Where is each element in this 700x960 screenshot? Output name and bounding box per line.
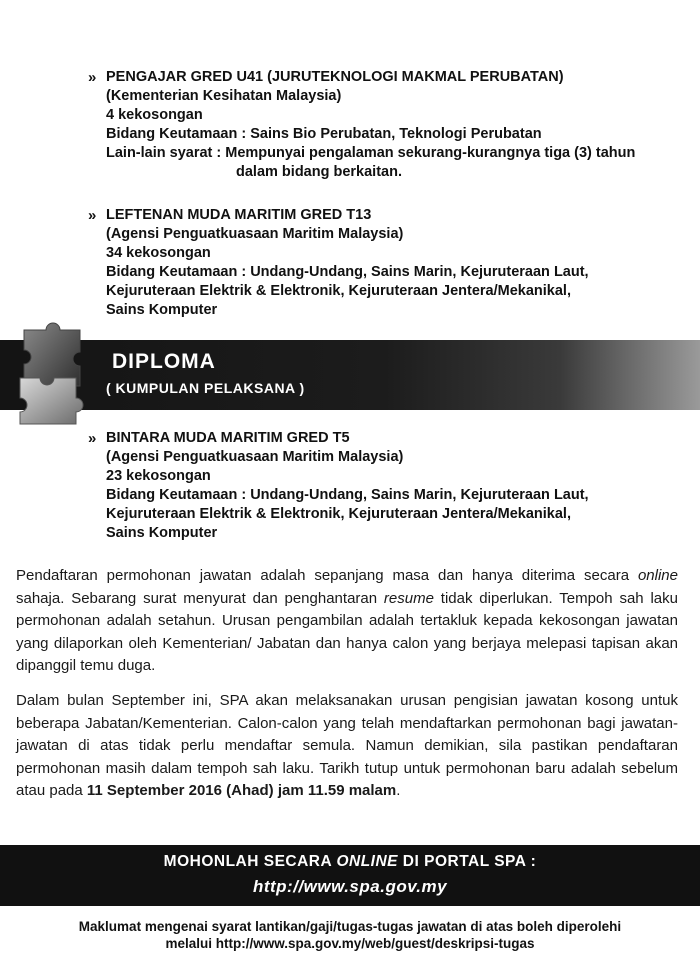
job-title: BINTARA MUDA MARITIM GRED T5 — [106, 430, 350, 446]
section-subtitle: ( KUMPULAN PELAKSANA ) — [106, 380, 305, 396]
job-listing — [88, 68, 635, 182]
footer-note: Maklumat mengenai syarat lantikan/gaji/tugas-tugas jawatan di atas boleh diperolehi — [78, 919, 622, 934]
portal-url-link[interactable]: http://www.spa.gov.my — [252, 877, 448, 896]
job-listing — [88, 206, 589, 320]
job-title: PENGAJAR GRED U41 (JURUTEKNOLOGI MAKMAL PERUBATAN) — [106, 69, 564, 85]
apply-heading-text: DI PORTAL SPA : — [398, 853, 537, 870]
job-vacancies: 4 kekosongan — [106, 107, 203, 123]
job-other-requirements-cont: dalam bidang berkaitan. — [236, 164, 402, 180]
job-title: LEFTENAN MUDA MARITIM GRED T13 — [106, 207, 372, 223]
job-listing — [88, 429, 589, 543]
job-field-cont: Kejuruteraan Elektrik & Elektronik, Kejuruteraan Jentera/Mekanikal, — [106, 283, 571, 299]
job-agency: (Kementerian Kesihatan Malaysia) — [106, 88, 342, 104]
paragraph-text: Pendaftaran permohonan jawatan adalah sepanjang masa dan hanya diterima secara — [16, 567, 638, 584]
job-agency: (Agensi Penguatkuasaan Maritim Malaysia) — [106, 449, 404, 465]
job-field-cont: Sains Komputer — [106, 302, 218, 318]
job-field: Bidang Keutamaan : Sains Bio Perubatan, Teknologi Perubatan — [106, 126, 542, 142]
job-agency: (Agensi Penguatkuasaan Maritim Malaysia) — [106, 226, 404, 242]
footer-link[interactable]: melalui http://www.spa.gov.my/web/guest/deskripsi-tugas — [165, 936, 535, 951]
emphasis-online: online — [637, 567, 678, 584]
job-vacancies: 23 kekosongan — [106, 468, 211, 484]
deadline-paragraph — [16, 690, 678, 803]
job-field: Bidang Keutamaan : Undang-Undang, Sains Marin, Kejuruteraan Laut, — [106, 264, 589, 280]
bullet-arrow-icon: » — [88, 69, 97, 86]
apply-heading — [0, 853, 700, 871]
job-vacancies: 34 kekosongan — [106, 245, 211, 261]
paragraph-text: sahaja. Sebarang surat menyurat dan penghantaran — [16, 589, 384, 607]
paragraph-text: Dalam bulan September ini, SPA akan melaksanakan urusan pengisian jawatan kosong untuk beberapa Jabatan/Kementerian. Calon-calon yang telah mendaftarkan permohonan bagi jawatan-jawatan di atas tidak perlu mendaftar semula. Namun demikian, sila pastikan pendaftaran permohonan masih dalam tempoh sah laku. Tarikh tutup untuk permohonan baru adalah sebelum atau pada — [16, 692, 678, 799]
job-other-requirements: Lain-lain syarat : Mempunyai pengalaman sekurang-kurangnya tiga (3) tahun — [106, 145, 636, 161]
section-banner — [0, 340, 700, 410]
paragraph-text: tidak diperlukan. Tempoh sah laku permohonan adalah setahun. Urusan pengambilan adalah tertakluk kepada kekosongan jawatan yang dilaporkan oleh Kementerian/ Jabatan dan hanya calon yang berjaya melepasi tapisan akan dipanggil temu duga. — [16, 589, 678, 674]
section-title: DIPLOMA — [112, 350, 216, 373]
puzzle-icon — [14, 322, 96, 428]
apply-heading-text: MOHONLAH SECARA — [163, 853, 337, 870]
bullet-arrow-icon: » — [88, 430, 97, 447]
job-field-cont: Sains Komputer — [106, 525, 218, 541]
apply-heading-online: ONLINE — [336, 853, 398, 870]
emphasis-resume: resume — [383, 589, 434, 607]
paragraph-text: . — [396, 782, 401, 799]
job-field: Bidang Keutamaan : Undang-Undang, Sains Marin, Kejuruteraan Laut, — [106, 487, 589, 503]
deadline-date: 11 September 2016 (Ahad) jam 11.59 malam — [86, 782, 397, 799]
bullet-arrow-icon: » — [88, 207, 97, 224]
job-field-cont: Kejuruteraan Elektrik & Elektronik, Kejuruteraan Jentera/Mekanikal, — [106, 506, 571, 522]
registration-paragraph — [16, 565, 678, 678]
